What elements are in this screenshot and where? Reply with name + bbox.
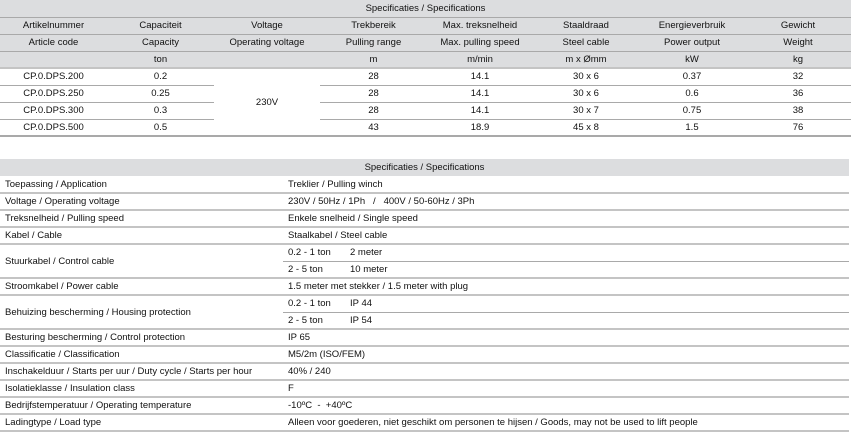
- spec-label: Stuurkabel / Control cable: [0, 244, 283, 278]
- spec-row-load: [0, 414, 849, 431]
- spec-value: 40% / 240: [283, 363, 849, 380]
- spec-value: -10ºC - +40ºC: [283, 397, 849, 414]
- spec-label: Classificatie / Classification: [0, 346, 283, 363]
- col-header: Capacity: [107, 34, 214, 51]
- spec-value: Alleen voor goederen, niet geschikt om personen te hijsen / Goods, may not be used to lift people: [283, 414, 849, 431]
- spec-label: Treksnelheid / Pulling speed: [0, 210, 283, 227]
- range: 2 - 5 ton: [288, 314, 323, 326]
- product-specs-table: [0, 0, 851, 137]
- general-specs-table: [0, 159, 849, 432]
- power-output: 0.75: [639, 102, 745, 119]
- pulling-speed: 14.1: [427, 102, 533, 119]
- power-output: 0.37: [639, 68, 745, 85]
- spec-value: IP 65: [283, 329, 849, 346]
- col-header: Operating voltage: [214, 34, 320, 51]
- col-header: Energieverbruik: [639, 17, 745, 34]
- spec-label: Ladingtype / Load type: [0, 414, 283, 431]
- spec-value: [283, 295, 849, 312]
- article-code: CP.0.DPS.200: [0, 68, 107, 85]
- col-header: Voltage: [214, 17, 320, 34]
- power-output: 1.5: [639, 119, 745, 136]
- spec-row-classification: [0, 346, 849, 363]
- spec-label: Stroomkabel / Power cable: [0, 278, 283, 295]
- spec-label: Bedrijfstemperatuur / Operating temperature: [0, 397, 283, 414]
- spec-label: Behuizing bescherming / Housing protection: [0, 295, 283, 329]
- pulling-range: 28: [320, 102, 427, 119]
- pulling-range: 43: [320, 119, 427, 136]
- unit-cell: [214, 51, 320, 68]
- spec-row-duty: [0, 363, 849, 380]
- article-code: CP.0.DPS.500: [0, 119, 107, 136]
- table-title-row: [0, 159, 849, 176]
- col-header: Weight: [745, 34, 851, 51]
- col-header: Staaldraad: [533, 17, 639, 34]
- table-row: [0, 85, 851, 102]
- spec-row-insulation: [0, 380, 849, 397]
- capacity: 0.3: [107, 102, 214, 119]
- table-row: [0, 119, 851, 136]
- spec-row-power-cable: [0, 278, 849, 295]
- spec-label: Besturing bescherming / Control protection: [0, 329, 283, 346]
- steel-cable: 30 x 6: [533, 85, 639, 102]
- article-code: CP.0.DPS.300: [0, 102, 107, 119]
- spec-row-control-cable: [0, 244, 849, 261]
- spec-row-cable: [0, 227, 849, 244]
- unit-cell: m/min: [427, 51, 533, 68]
- spec-row-control-protection: [0, 329, 849, 346]
- table-row: [0, 68, 851, 85]
- col-header: Max. treksnelheid: [427, 17, 533, 34]
- col-header: Trekbereik: [320, 17, 427, 34]
- pulling-speed: 18.9: [427, 119, 533, 136]
- spec-label: Voltage / Operating voltage: [0, 193, 283, 210]
- table-title-row: [0, 0, 851, 17]
- spec-value: 1.5 meter met stekker / 1.5 meter with plug: [283, 278, 849, 295]
- value: IP 54: [350, 314, 373, 326]
- article-code: CP.0.DPS.250: [0, 85, 107, 102]
- col-header: Pulling range: [320, 34, 427, 51]
- weight: 32: [745, 68, 851, 85]
- unit-cell: m: [320, 51, 427, 68]
- pulling-speed: 14.1: [427, 68, 533, 85]
- col-header: Artikelnummer: [0, 17, 107, 34]
- spec-value: [283, 312, 849, 329]
- value: 2 meter: [350, 247, 383, 259]
- spec-label: Kabel / Cable: [0, 227, 283, 244]
- spec-label: Isolatieklasse / Insulation class: [0, 380, 283, 397]
- spec-value: Staalkabel / Steel cable: [283, 227, 849, 244]
- range: 0.2 - 1 ton: [288, 247, 331, 259]
- spec-value: [283, 261, 849, 278]
- col-header: Gewicht: [745, 17, 851, 34]
- spec-value: 230V / 50Hz / 1Ph / 400V / 50-60Hz / 3Ph: [283, 193, 849, 210]
- spec-row-voltage: [0, 193, 849, 210]
- spec-label: Toepassing / Application: [0, 176, 283, 193]
- unit-cell: ton: [107, 51, 214, 68]
- spec-label: Inschakelduur / Starts per uur / Duty cycle / Starts per hour: [0, 363, 283, 380]
- spec-row-housing: [0, 295, 849, 312]
- col-header: Steel cable: [533, 34, 639, 51]
- power-output: 0.6: [639, 85, 745, 102]
- header-row-dutch: [0, 17, 851, 34]
- steel-cable: 30 x 6: [533, 68, 639, 85]
- table-title: Specificaties / Specifications: [0, 159, 849, 176]
- range: 0.2 - 1 ton: [288, 298, 331, 310]
- spec-value: F: [283, 380, 849, 397]
- steel-cable: 30 x 7: [533, 102, 639, 119]
- pulling-range: 28: [320, 68, 427, 85]
- voltage-value: 230V: [214, 68, 320, 136]
- pulling-range: 28: [320, 85, 427, 102]
- col-header: Article code: [0, 34, 107, 51]
- range: 2 - 5 ton: [288, 263, 323, 275]
- spec-value: M5/2m (ISO/FEM): [283, 346, 849, 363]
- spec-value: Enkele snelheid / Single speed: [283, 210, 849, 227]
- unit-cell: m x Ømm: [533, 51, 639, 68]
- weight: 36: [745, 85, 851, 102]
- weight: 38: [745, 102, 851, 119]
- capacity: 0.25: [107, 85, 214, 102]
- col-header: Power output: [639, 34, 745, 51]
- capacity: 0.5: [107, 119, 214, 136]
- spec-value: Treklier / Pulling winch: [283, 176, 849, 193]
- steel-cable: 45 x 8: [533, 119, 639, 136]
- spec-row-application: [0, 176, 849, 193]
- header-row-english: [0, 34, 851, 51]
- pulling-speed: 14.1: [427, 85, 533, 102]
- spec-row-speed: [0, 210, 849, 227]
- value: IP 44: [350, 298, 373, 310]
- col-header: Capaciteit: [107, 17, 214, 34]
- units-row: [0, 51, 851, 68]
- unit-cell: kg: [745, 51, 851, 68]
- table-row: [0, 102, 851, 119]
- spec-row-temperature: [0, 397, 849, 414]
- capacity: 0.2: [107, 68, 214, 85]
- unit-cell: [0, 51, 107, 68]
- table-title: Specificaties / Specifications: [0, 0, 851, 17]
- spec-value: [283, 244, 849, 261]
- weight: 76: [745, 119, 851, 136]
- unit-cell: kW: [639, 51, 745, 68]
- col-header: Max. pulling speed: [427, 34, 533, 51]
- value: 10 meter: [350, 263, 388, 275]
